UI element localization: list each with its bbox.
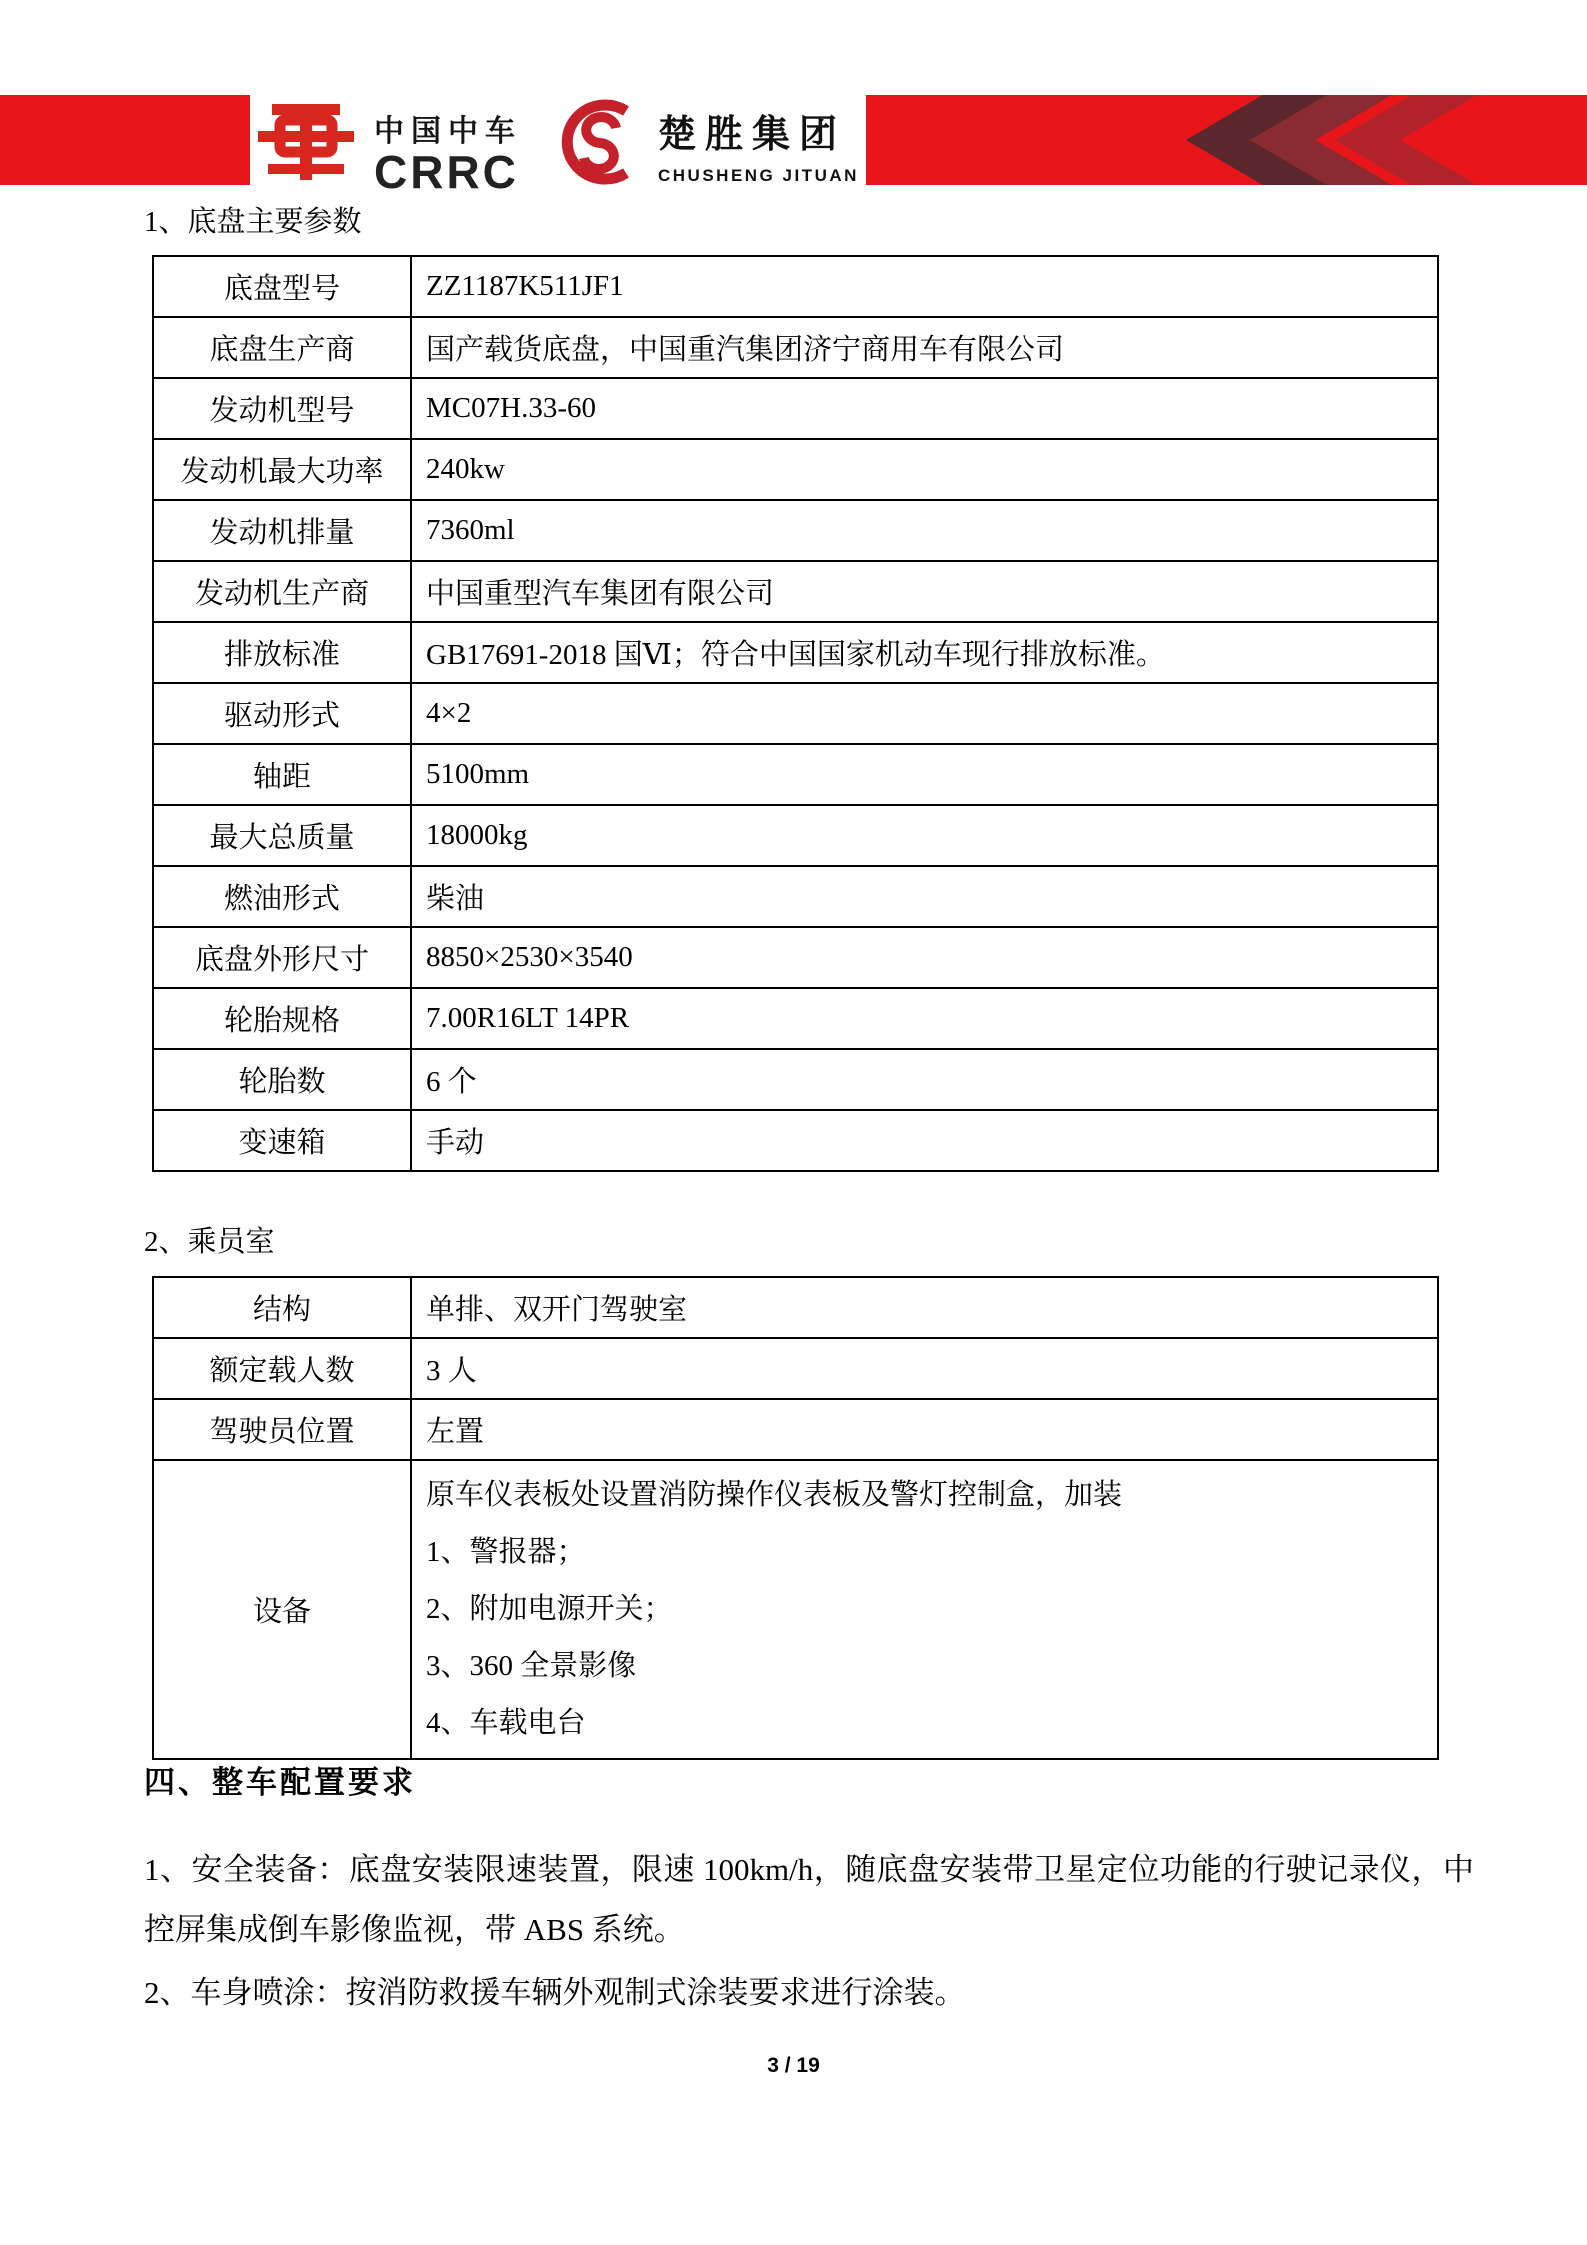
param-value: 手动 — [411, 1110, 1438, 1171]
crrc-wordmark — [374, 106, 522, 198]
param-label: 发动机型号 — [153, 378, 411, 439]
param-label: 发动机排量 — [153, 500, 411, 561]
requirements-paragraphs — [144, 1840, 1474, 2023]
equipment-line: 2、附加电源开关； — [426, 1593, 673, 1625]
chassis-parameters-table — [152, 255, 1439, 1172]
param-label: 底盘外形尺寸 — [153, 927, 411, 988]
table-row-equipment — [153, 1460, 1438, 1759]
param-label: 排放标准 — [153, 622, 411, 683]
chusheng-wordmark-cn: 楚胜集团 — [658, 114, 847, 156]
table-row — [153, 927, 1438, 988]
section4-heading: 四、整车配置要求 — [144, 1765, 416, 1800]
table-row — [153, 1277, 1438, 1338]
param-value: 4×2 — [411, 683, 1438, 744]
param-value: 3 人 — [411, 1338, 1438, 1399]
header-right-red-bar — [866, 95, 1587, 185]
table-row — [153, 256, 1438, 317]
table-row — [153, 744, 1438, 805]
table-row — [153, 866, 1438, 927]
table-row — [153, 500, 1438, 561]
param-value: 7.00R16LT 14PR — [411, 988, 1438, 1049]
param-value: 7360ml — [411, 500, 1438, 561]
param-label: 轮胎规格 — [153, 988, 411, 1049]
param-value: 国产载货底盘，中国重汽集团济宁商用车有限公司 — [411, 317, 1438, 378]
param-value: 240kw — [411, 439, 1438, 500]
table-row — [153, 439, 1438, 500]
table-row — [153, 317, 1438, 378]
chusheng-wordmark-en: CHUSHENG JITUAN — [658, 166, 859, 185]
header-left-red-bar — [0, 95, 250, 185]
param-label: 设备 — [153, 1460, 411, 1759]
param-value: 中国重型汽车集团有限公司 — [411, 561, 1438, 622]
param-value: 5100mm — [411, 744, 1438, 805]
param-label: 驱动形式 — [153, 683, 411, 744]
table-row — [153, 1338, 1438, 1399]
param-value — [411, 1460, 1438, 1759]
param-label: 底盘型号 — [153, 256, 411, 317]
page-number: 3 / 19 — [767, 2054, 820, 2077]
param-label: 额定载人数 — [153, 1338, 411, 1399]
crrc-wordmark-en: CRRC — [374, 146, 519, 198]
param-label: 燃油形式 — [153, 866, 411, 927]
param-value: 18000kg — [411, 805, 1438, 866]
param-value: 6 个 — [411, 1049, 1438, 1110]
table-row — [153, 1110, 1438, 1171]
table-row — [153, 683, 1438, 744]
param-label: 底盘生产商 — [153, 317, 411, 378]
table-row — [153, 805, 1438, 866]
param-label: 轴距 — [153, 744, 411, 805]
table-row — [153, 988, 1438, 1049]
equipment-line: 3、360 全景影像 — [426, 1650, 637, 1682]
equipment-line: 原车仪表板处设置消防操作仪表板及警灯控制盒，加装 — [426, 1479, 1123, 1511]
paragraph: 2、车身喷涂：按消防救援车辆外观制式涂装要求进行涂装。 — [144, 1975, 966, 2010]
chusheng-wordmark — [658, 103, 859, 186]
param-label: 变速箱 — [153, 1110, 411, 1171]
paragraph: 1、安全装备：底盘安装限速装置，限速 100km/h，随底盘安装带卫星定位功能的行驶记录仪，中控屏集成倒车影像监视，带 ABS 系统。 — [144, 1852, 1474, 1947]
param-label: 发动机最大功率 — [153, 439, 411, 500]
chusheng-logo-icon — [552, 99, 648, 185]
param-value: 柴油 — [411, 866, 1438, 927]
param-value: 左置 — [411, 1399, 1438, 1460]
param-label: 驾驶员位置 — [153, 1399, 411, 1460]
section2-heading: 2、乘员室 — [144, 1226, 275, 1258]
crew-cab-table — [152, 1276, 1439, 1760]
param-value: GB17691-2018 国Ⅵ；符合中国国家机动车现行排放标准。 — [411, 622, 1438, 683]
table-row — [153, 622, 1438, 683]
param-label: 轮胎数 — [153, 1049, 411, 1110]
equipment-line: 1、警报器； — [426, 1536, 586, 1568]
table-row — [153, 378, 1438, 439]
table-row — [153, 1399, 1438, 1460]
table-row — [153, 1049, 1438, 1110]
equipment-line: 4、车载电台 — [426, 1707, 586, 1739]
param-value: 单排、双开门驾驶室 — [411, 1277, 1438, 1338]
param-value: 8850×2530×3540 — [411, 927, 1438, 988]
section1-heading: 1、底盘主要参数 — [144, 206, 362, 238]
param-value: MC07H.33-60 — [411, 378, 1438, 439]
crrc-wordmark-cn: 中国中车 — [374, 115, 522, 148]
param-value: ZZ1187K511JF1 — [411, 256, 1438, 317]
param-label: 发动机生产商 — [153, 561, 411, 622]
table-row — [153, 561, 1438, 622]
crrc-logo-icon — [258, 102, 354, 180]
param-label: 最大总质量 — [153, 805, 411, 866]
param-label: 结构 — [153, 1277, 411, 1338]
